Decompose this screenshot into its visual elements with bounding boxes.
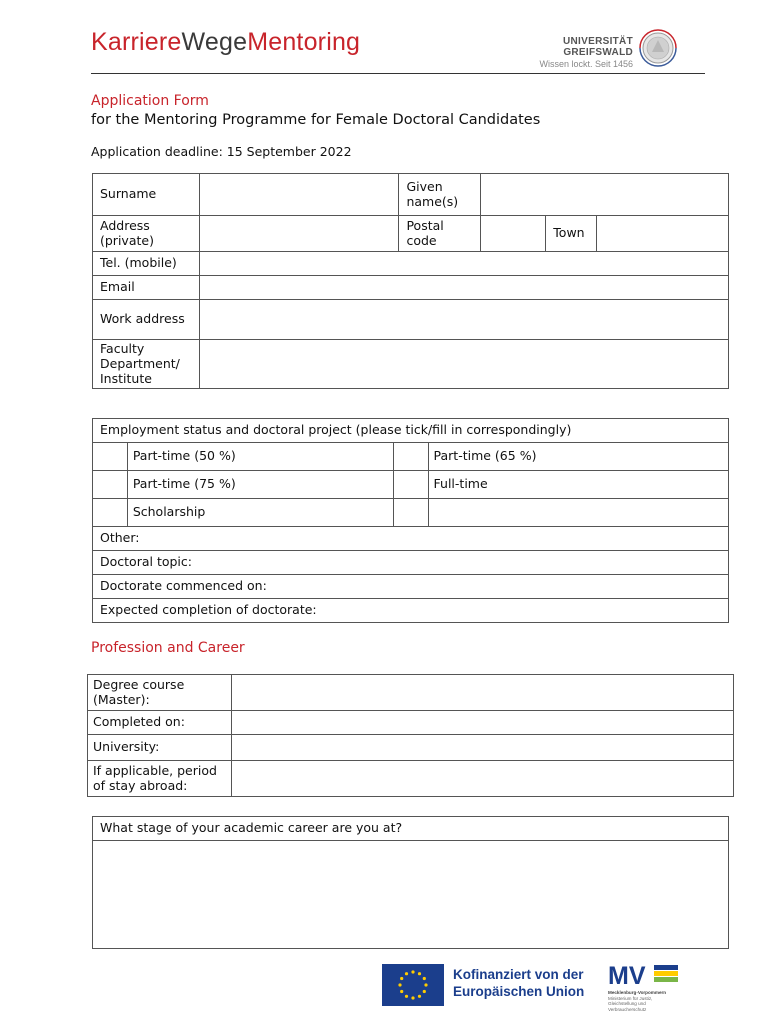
degree-course-label: Degree course (Master): [88,675,232,711]
full-time-label: Full-time [428,471,728,499]
employment-table [92,418,729,623]
expected-completion-field[interactable]: Expected completion of doctorate: [93,599,729,623]
given-names-label: Given name(s) [399,174,481,216]
part-time-65-label: Part-time (65 %) [428,443,728,471]
completed-on-label: Completed on: [88,711,232,735]
doctorate-commenced-field[interactable]: Doctorate commenced on: [93,575,729,599]
faculty-field[interactable] [199,340,728,389]
scholarship-label: Scholarship [127,499,393,527]
given-names-field[interactable] [481,174,729,216]
address-field[interactable] [199,216,399,252]
career-stage-table [92,816,729,949]
career-section-heading: Profession and Career [91,640,245,656]
email-field[interactable] [199,276,728,300]
eu-cofunding-text [453,966,584,1000]
tel-label: Tel. (mobile) [93,252,200,276]
university-label: University: [88,735,232,761]
mv-logo-text: MV [608,962,646,988]
university-seal-icon [636,26,680,70]
town-label: Town [546,216,597,252]
stay-abroad-field[interactable] [231,761,733,797]
doctoral-topic-field[interactable]: Doctoral topic: [93,551,729,575]
eu-flag-icon [382,964,444,1006]
eu-text-line-1: Kofinanziert von der [453,967,584,982]
part-time-50-label: Part-time (50 %) [127,443,393,471]
university-name: UNIVERSITÄT GREIFSWALD [563,36,633,58]
postal-code-label: Postal code [399,216,481,252]
header-divider [91,73,705,74]
application-deadline: Application deadline: 15 September 2022 [91,144,352,159]
brand-part-2: Wege [181,28,248,56]
work-address-label: Work address [93,300,200,340]
email-label: Email [93,276,200,300]
extra-label-blank [428,499,728,527]
stay-abroad-label: If applicable, period of stay abroad: [88,761,232,797]
mv-text-line-1: Mecklenburg-Vorpommern [608,990,667,995]
career-stage-question: What stage of your academic career are you at? [93,817,729,841]
mv-ministry-logo-icon [608,962,680,988]
surname-field[interactable] [199,174,399,216]
university-logo-text [505,36,633,69]
extra-checkbox[interactable] [393,499,428,527]
town-field[interactable] [597,216,729,252]
brand-part-1: Karriere [91,28,182,56]
other-field[interactable]: Other: [93,527,729,551]
work-address-field[interactable] [199,300,728,340]
part-time-75-label: Part-time (75 %) [127,471,393,499]
form-subtitle: for the Mentoring Programme for Female Doctoral Candidates [91,112,541,128]
part-time-50-checkbox[interactable] [93,443,128,471]
brand-logo [91,28,360,57]
university-field[interactable] [231,735,733,761]
tel-field[interactable] [199,252,728,276]
brand-part-3: Mentoring [247,28,361,56]
faculty-label: Faculty Department/ Institute [93,340,200,389]
eu-text-line-2: Europäischen Union [453,984,585,999]
part-time-75-checkbox[interactable] [93,471,128,499]
mv-text-line-3: Gleichstellung und [608,1001,646,1007]
full-time-checkbox[interactable] [393,471,428,499]
career-table [87,674,734,797]
university-motto: Wissen lockt. Seit 1456 [539,59,633,69]
personal-data-table [92,173,729,389]
surname-label: Surname [93,174,200,216]
postal-code-field[interactable] [481,216,546,252]
completed-on-field[interactable] [231,711,733,735]
address-label: Address (private) [93,216,200,252]
employment-heading: Employment status and doctoral project (please tick/fill in correspondingly) [93,419,729,443]
career-stage-answer-field[interactable] [93,841,729,949]
scholarship-checkbox[interactable] [93,499,128,527]
mv-ministry-text [608,990,688,1012]
form-title: Application Form [91,93,209,109]
degree-course-field[interactable] [231,675,733,711]
part-time-65-checkbox[interactable] [393,443,428,471]
mv-text-line-2: Ministerium für Justiz, [608,995,653,1001]
mv-text-line-4: Verbraucherschutz [608,1006,647,1012]
